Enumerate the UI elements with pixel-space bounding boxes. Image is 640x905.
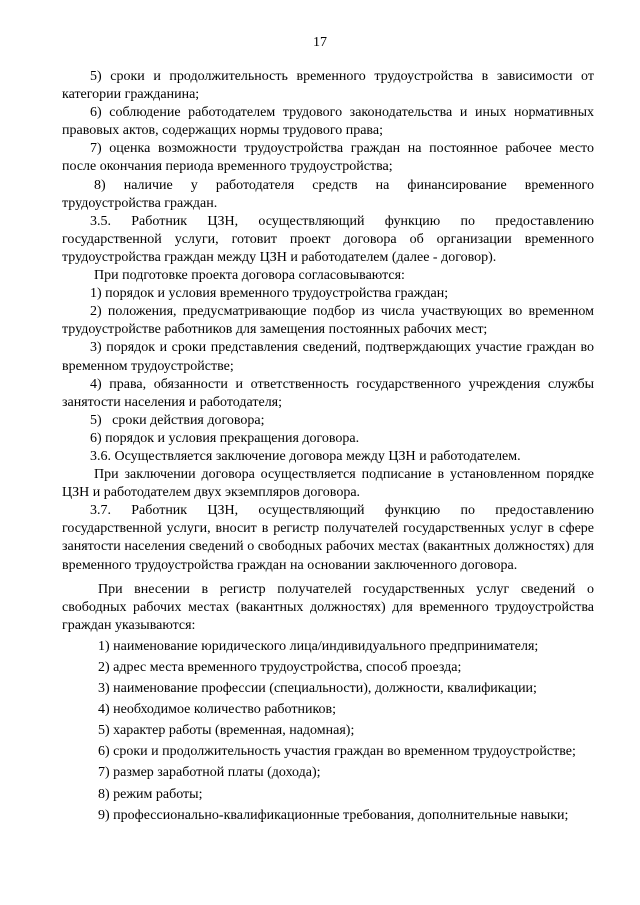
agreement-item-1: 1) порядок и условия временного трудоустройства граждан; bbox=[90, 286, 449, 302]
register-item-5: 5) характер работы (временная, надомная); bbox=[98, 723, 355, 739]
paragraph-item-6: 6) соблюдение работодателем трудового законодательства и иных нормативных правовых актов, содержащих нормы трудового права; bbox=[62, 105, 594, 139]
register-item-2: 2) адрес места временного трудоустройства, способ проезда; bbox=[98, 660, 462, 675]
register-item-6: 6) сроки и продолжительность участия граждан во временном трудоустройстве; bbox=[98, 744, 576, 760]
register-item-9: 9) профессионально-квалификационные требования, дополнительные навыки; bbox=[98, 807, 569, 823]
page-number: 17 bbox=[313, 35, 327, 50]
register-item-4: 4) необходимое количество работников; bbox=[98, 702, 337, 718]
paragraph-3-7: 3.7. Работник ЦЗН, осуществляющий функцию по предоставлению государственной услуги, вносит в регистр получателей государственных услуг в сфере занятости населения сведений о свободных рабочих местах (вакантных должностях) для временного трудоустройства граждан на основании заключенного договора. bbox=[62, 503, 594, 573]
register-item-1: 1) наименование юридического лица/индивидуального предпринимателя; bbox=[98, 638, 539, 654]
agreement-item-6: 6) порядок и условия прекращения договора. bbox=[90, 430, 360, 446]
register-item-7: 7) размер заработной платы (дохода); bbox=[98, 765, 321, 781]
agreement-item-2: 2) положения, предусматривающие подбор из числа участвующих во временном трудоустройстве работников для замещения постоянных рабочих мест; bbox=[62, 304, 594, 338]
paragraph-register-intro: При внесении в регистр получателей государственных услуг сведений о свободных рабочих местах (вакантных должностях) для временного трудоустройства граждан указываются: bbox=[62, 581, 594, 633]
paragraph-3-6: 3.6. Осуществляется заключение договора между ЦЗН и работодателем. bbox=[90, 448, 521, 464]
paragraph-item-5: 5) сроки и продолжительность временного трудоустройства в зависимости от категории гражданина; bbox=[62, 69, 594, 103]
paragraph-item-8: 8) наличие у работодателя средств на финансирование временного трудоустройства граждан. bbox=[62, 177, 594, 211]
register-item-8: 8) режим работы; bbox=[98, 786, 203, 802]
register-item-3: 3) наименование профессии (специальности), должности, квалификации; bbox=[98, 681, 537, 697]
agreement-item-4: 4) права, обязанности и ответственность государственного учреждения службы занятости населения и работодателя; bbox=[62, 376, 594, 410]
paragraph-item-7: 7) оценка возможности трудоустройства граждан на постоянное рабочее место после окончания периода временного трудоустройства; bbox=[62, 141, 594, 175]
paragraph-signing: При заключении договора осуществляется подписание в установленном порядке ЦЗН и работодателем двух экземпляров договора. bbox=[62, 467, 594, 501]
agreement-item-5: 5) сроки действия договора; bbox=[90, 412, 265, 428]
paragraph-3-5: 3.5. Работник ЦЗН, осуществляющий функцию по предоставлению государственной услуги, готовит проект договора об организации временного трудоустройства граждан между ЦЗН и работодателем (далее - договор). bbox=[62, 213, 594, 265]
agreement-item-3: 3) порядок и сроки представления сведений, подтверждающих участие граждан во временном трудоустройстве; bbox=[62, 340, 594, 374]
document-body bbox=[62, 68, 594, 825]
paragraph-agreement-intro: При подготовке проекта договора согласовываются: bbox=[94, 268, 405, 284]
